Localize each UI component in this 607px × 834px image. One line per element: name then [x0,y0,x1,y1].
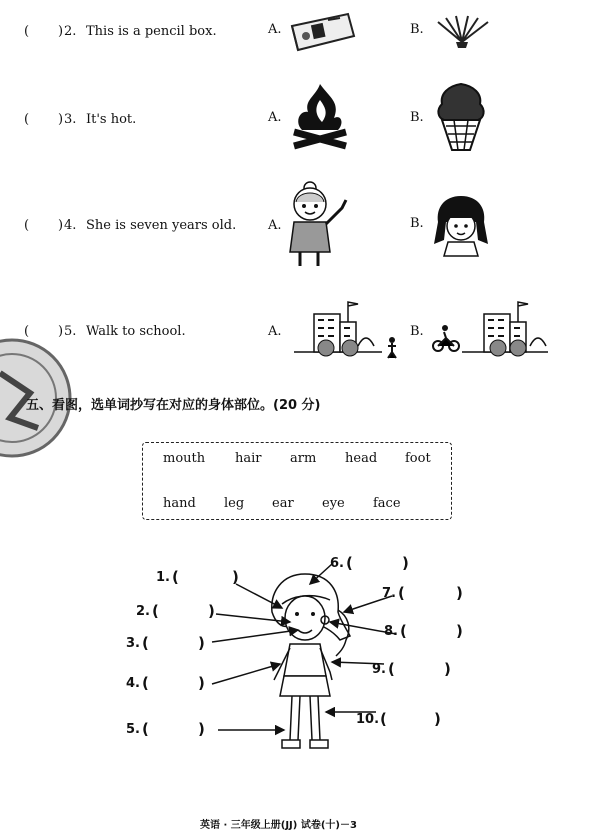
question-number: 3. [64,112,77,127]
option-b-label: B. [410,110,424,125]
blank-label: 5. [126,722,140,737]
question-text: She is seven years old. [86,218,237,233]
answer-paren-open: ( [24,324,30,339]
answer-paren-close: ) [58,112,64,127]
answer-paren-open: ( [24,218,30,233]
blank-label: 4. [126,676,140,691]
blank-label: 1. [156,570,170,585]
blank-label: 2. [136,604,150,619]
question-text: Walk to school. [86,324,186,339]
answer-blank-close[interactable]: ) [198,720,205,738]
option-a-label: A. [268,218,282,233]
answer-paren-close: ) [58,218,64,233]
question-number: 2. [64,24,77,39]
answer-blank-close[interactable]: ) [456,622,463,640]
answer-blank-open[interactable]: ( [152,602,159,620]
answer-blank-close[interactable]: ) [456,584,463,602]
answer-blank-open[interactable]: ( [398,584,405,602]
blank-label: 3. [126,636,140,651]
question-text: This is a pencil box. [86,24,217,39]
option-b-label: B. [410,216,424,231]
answer-blank-close[interactable]: ) [198,634,205,652]
word-item: leg [224,496,245,511]
page-footer: 英语 · 三年级上册(JJ) 试卷(十)－3 [200,820,357,831]
word-item: face [373,496,401,511]
option-a-label: A. [268,110,282,125]
word-item: arm [290,451,317,466]
answer-blank-open[interactable]: ( [142,634,149,652]
answer-paren-open: ( [24,24,30,39]
answer-blank-open[interactable]: ( [172,568,179,586]
blank-label: 10. [356,712,380,727]
word-item: mouth [163,451,206,466]
blank-label: 7. [382,586,396,601]
option-a-label: A. [268,324,282,339]
word-item: foot [405,451,431,466]
answer-blank-open[interactable]: ( [142,720,149,738]
answer-blank-close[interactable]: ) [444,660,451,678]
blank-label: 8. [384,624,398,639]
answer-blank-close[interactable]: ) [402,554,409,572]
answer-blank-close[interactable]: ) [232,568,239,586]
question-text: It's hot. [86,112,137,127]
answer-blank-open[interactable]: ( [380,710,387,728]
blank-label: 6. [330,556,344,571]
answer-paren-close: ) [58,324,64,339]
answer-blank-open[interactable]: ( [142,674,149,692]
word-item: eye [322,496,345,511]
word-item: ear [272,496,294,511]
blank-label: 9. [372,662,386,677]
answer-blank-open[interactable]: ( [400,622,407,640]
question-number: 4. [64,218,77,233]
answer-blank-open[interactable]: ( [346,554,353,572]
answer-paren-close: ) [58,24,64,39]
option-b-label: B. [410,324,424,339]
answer-paren-open: ( [24,112,30,127]
answer-blank-close[interactable]: ) [434,710,441,728]
answer-blank-open[interactable]: ( [388,660,395,678]
option-b-label: B. [410,22,424,37]
word-item: hand [163,496,196,511]
word-item: hair [235,451,262,466]
answer-blank-close[interactable]: ) [208,602,215,620]
section-title: 五、看图，选单词抄写在对应的身体部位。(20 分) [26,398,321,413]
question-number: 5. [64,324,77,339]
option-a-label: A. [268,22,282,37]
answer-blank-close[interactable]: ) [198,674,205,692]
word-item: head [345,451,378,466]
